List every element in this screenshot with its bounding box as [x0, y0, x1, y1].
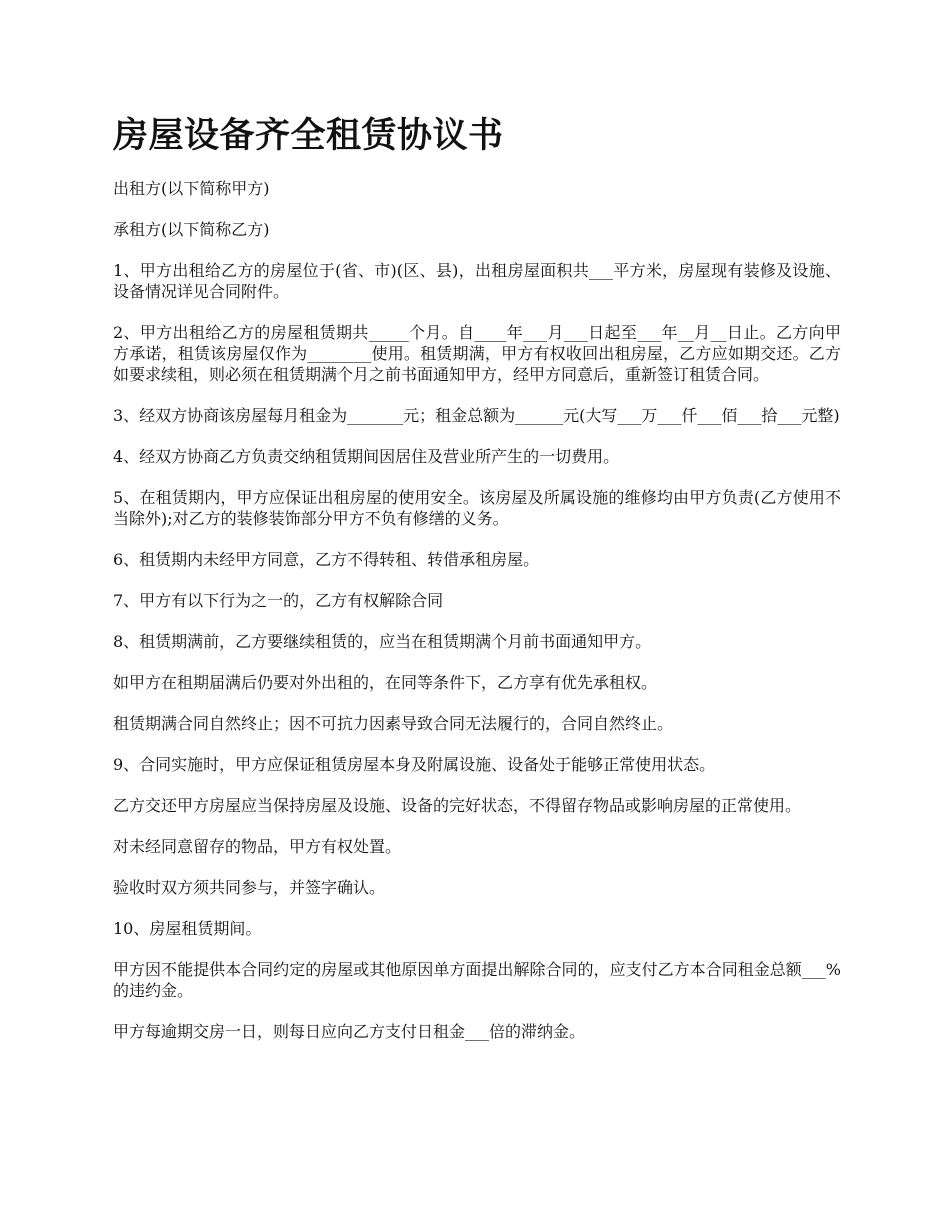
clause-9: 9、合同实施时，甲方应保证租赁房屋本身及附属设施、设备处于能够正常使用状态。	[113, 755, 716, 774]
clause-2: 2、甲方出租给乙方的房屋租赁期共_____个月。自____年___月___日起至___年__月__日止。乙方向甲方承诺，租赁该房屋仅作为________使用。租赁期满，甲方有权收回出租房屋，乙方应如期交还。乙方如要求续租，则必须在租赁期满个月之前书面通知甲方，经甲方同意后，重新签订租赁合同。	[113, 323, 841, 384]
clause-8: 8、租赁期满前，乙方要继续租赁的，应当在租赁期满个月前书面通知甲方。	[113, 632, 652, 651]
clause-7: 7、甲方有以下行为之一的，乙方有权解除合同	[113, 591, 444, 610]
clause-8-priority: 如甲方在租期届满后仍要对外出租的，在同等条件下，乙方享有优先承租权。	[113, 673, 658, 692]
clause-5: 5、在租赁期内，甲方应保证出租房屋的使用安全。该房屋及所属设施的维修均由甲方负责(乙方使用不当除外);对乙方的装修装饰部分甲方不负有修缮的义务。	[113, 488, 841, 528]
clause-10-penalty: 甲方因不能提供本合同约定的房屋或其他原因单方面提出解除合同的，应支付乙方本合同租金总额___%的违约金。	[113, 960, 841, 1000]
document-page	[113, 112, 841, 1062]
document-title: 房屋设备齐全租赁协议书	[113, 116, 504, 156]
clause-9-inspection: 验收时双方须共同参与，并签字确认。	[113, 878, 386, 897]
paragraph-lessor: 出租方(以下简称甲方)	[113, 179, 270, 198]
clause-10-late-fee: 甲方每逾期交房一日，则每日应向乙方支付日租金___倍的滞纳金。	[113, 1022, 586, 1041]
clause-10: 10、房屋租赁期间。	[113, 919, 262, 938]
clause-3: 3、经双方协商该房屋每月租金为_______元；租金总额为______元(大写___万___仟___佰___拾___元整)	[113, 406, 840, 425]
clause-6: 6、租赁期内未经甲方同意，乙方不得转租、转借承租房屋。	[113, 550, 540, 569]
clause-1: 1、甲方出租给乙方的房屋位于(省、市)(区、县)，出租房屋面积共___平方米，房屋现有装修及设施、设备情况详见合同附件。	[113, 261, 841, 301]
paragraph-lessee: 承租方(以下简称乙方)	[113, 220, 270, 239]
clause-9-disposal: 对未经同意留存的物品，甲方有权处置。	[113, 837, 402, 856]
clause-9-return: 乙方交还甲方房屋应当保持房屋及设施、设备的完好状态，不得留存物品或影响房屋的正常使用。	[113, 796, 802, 815]
clause-8-termination: 租赁期满合同自然终止；因不可抗力因素导致合同无法履行的，合同自然终止。	[113, 714, 674, 733]
clause-4: 4、经双方协商乙方负责交纳租赁期间因居住及营业所产生的一切费用。	[113, 447, 620, 466]
